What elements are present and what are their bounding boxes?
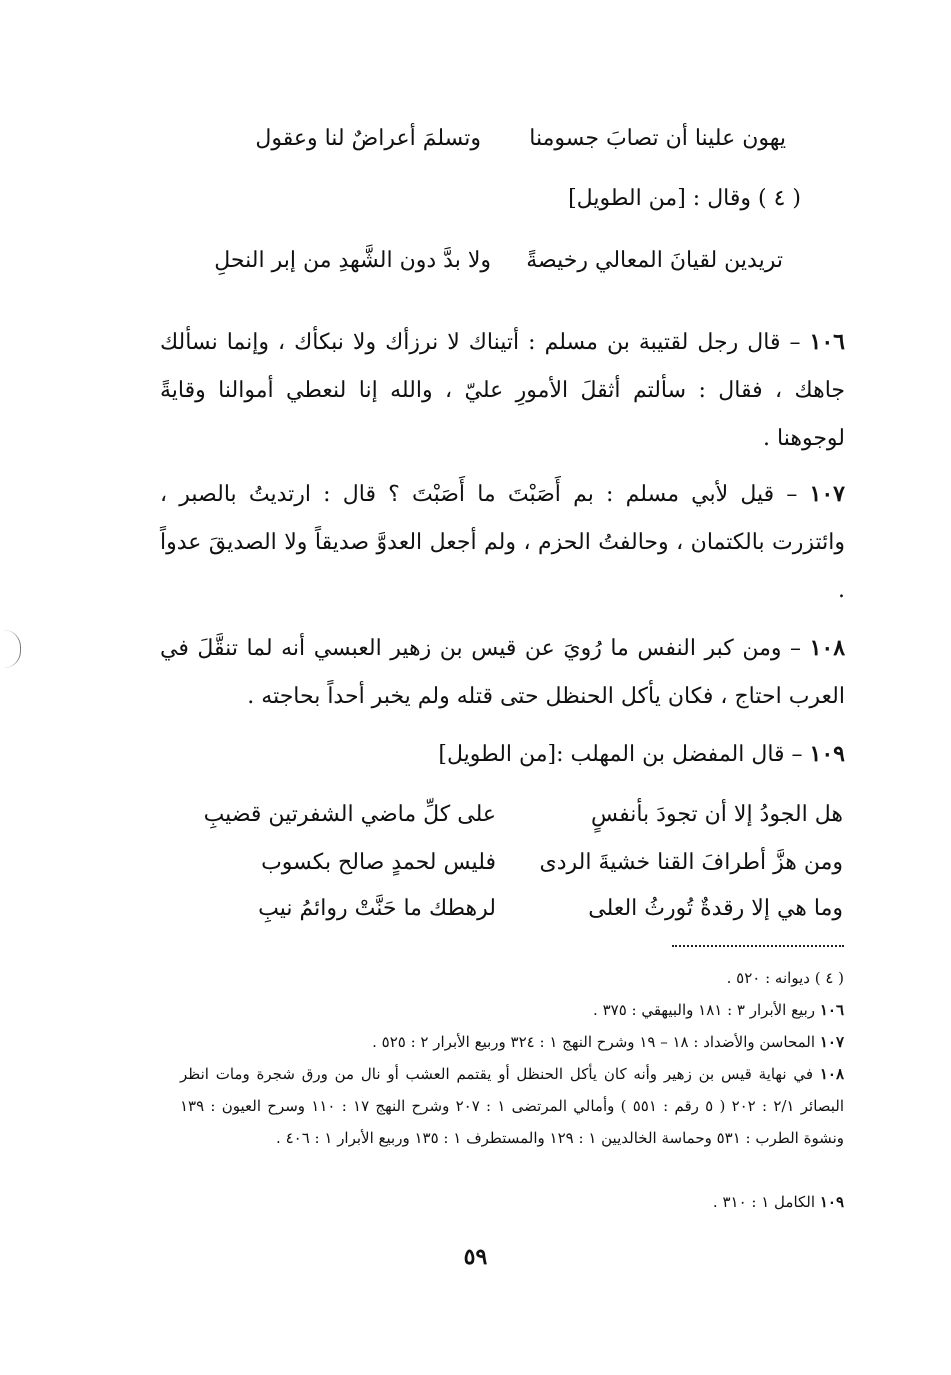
footnote-separator	[672, 945, 844, 947]
paragraph-106	[160, 318, 845, 463]
footnote-text: في نهاية قيس بن زهير وأنه كان يأكل الحنظل أو يقتمم العشب أو نال من ورق شجرة ومات انظر البصائر ٢/١ : ٢٠٢ ( ٥ رقم : ٥٥١ ) وأمالي المرتضى ١ : ٢٠٧ وشرح النهج ١٧ : ١١٠ وسرح العيون : ١٣٩ ونشوة الطرب : ٥٣١ وحماسة الخالديين ١ : ١٢٩ والمستطرف ١ : ١٣٥ وربيع الأبرار ١ : ٤٠٦ .	[180, 1065, 845, 1147]
paragraph-number: ١٠٦	[809, 329, 845, 355]
footnote-107	[180, 1026, 844, 1058]
paragraph-number: ١٠٨	[809, 635, 846, 661]
footnote-4	[180, 962, 844, 994]
verse-2-first-hemistich: تريدين لقيانَ المعالي رخيصةً	[526, 248, 783, 273]
verse-3-second-hemistich: على كلِّ ماضي الشفرتين قضيبِ	[203, 802, 496, 827]
verse-5-second-hemistich: لرهطك ما حَنَّتْ روائمُ نيبِ	[258, 896, 496, 921]
verse-intro-heading: ( ٤ ) وقال : [من الطويل]	[568, 186, 801, 211]
verse-2-second-hemistich: ولا بدَّ دون الشَّهدِ من إبر النحلِ	[214, 248, 491, 273]
paragraph-number: ١٠٩	[809, 741, 845, 767]
paragraph-108	[160, 624, 845, 721]
footnote-number: ١٠٩	[819, 1193, 844, 1211]
footnote-text: المحاسن والأضداد : ١٨ – ١٩ وشرح النهج ١ : ٣٢٤ وربيع الأبرار ٢ : ٥٢٥ .	[372, 1033, 816, 1051]
verse-3-first-hemistich: هل الجودُ إلا أن تجودَ بأنفسٍ	[591, 802, 843, 827]
footnote-number: ١٠٧	[819, 1033, 844, 1051]
footnote-108	[180, 1058, 844, 1154]
footnote-text: ( ٤ ) ديوانه : ٥٢٠ .	[726, 969, 844, 987]
footnote-109	[180, 1186, 844, 1218]
paragraph-number: ١٠٧	[809, 481, 845, 507]
paragraph-107	[160, 470, 845, 615]
footnote-number: ١٠٨	[819, 1065, 844, 1083]
paragraph-text: – قيل لأبي مسلم : بم أَصَبْتَ ما أَصَبْتَ ؟ قال : ارتديتُ بالصبر ، وائتزرت بالكتمان ، وحالفتُ الحزم ، ولم أجعل العدوَّ صديقاً ولا الصديقَ عدواً .	[160, 482, 845, 603]
paragraph-text: – قال المفضل بن المهلب :[من الطويل]	[438, 742, 803, 767]
footnote-number: ١٠٦	[819, 1001, 844, 1019]
page-number: ٥٩	[463, 1244, 488, 1270]
paragraph-text: – قال رجل لقتيبة بن مسلم : أتيناك لا نرزأك ولا نبكأك ، وإنما نسألك جاهك ، فقال : سألتم أثقلَ الأمورِ عليّ ، والله إنا لنعطي أموالنا وقايةً لوجوهنا .	[160, 330, 845, 451]
verse-1-second-hemistich: وتسلمَ أعراضٌ لنا وعقول	[255, 126, 481, 151]
footnote-text: الكامل ١ : ٣١٠ .	[712, 1193, 816, 1211]
verse-1-first-hemistich: يهون علينا أن تصابَ جسومنا	[529, 126, 786, 151]
footnote-text: ربيع الأبرار ٣ : ١٨١ والبيهقي : ٣٧٥ .	[593, 1001, 816, 1019]
paragraph-text: – ومن كبر النفس ما رُويَ عن قيس بن زهير العبسي أنه لما تنقَّلَ في العرب احتاج ، فكان يأكل الحنظل حتى قتله ولم يخبر أحداً بحاجته .	[160, 636, 845, 709]
footnote-106	[180, 994, 844, 1026]
verse-4-first-hemistich: ومن هزَّ أطرافَ القنا خشيةَ الردى	[539, 850, 843, 875]
verse-5-first-hemistich: وما هي إلا رقدةٌ تُورثُ العلى	[588, 896, 843, 921]
paragraph-109	[160, 730, 845, 779]
verse-4-second-hemistich: فليس لحمدٍ صالح بكسوب	[261, 850, 496, 875]
margin-bracket-mark	[4, 630, 21, 668]
